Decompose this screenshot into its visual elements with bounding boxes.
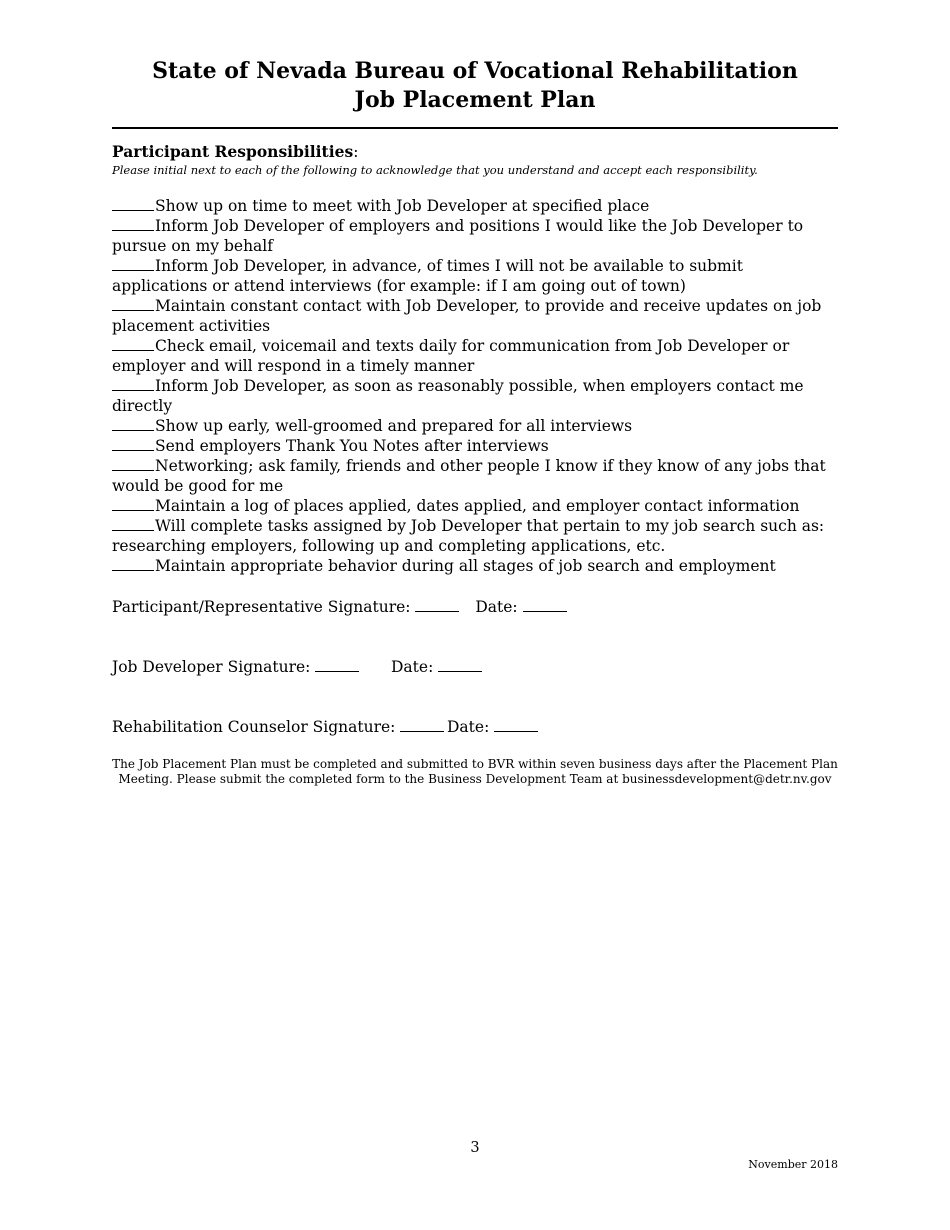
responsibility-item: [112, 456, 838, 496]
counselor-date-label: Date:: [447, 718, 490, 736]
page-number: 3: [470, 1140, 480, 1156]
initial-field[interactable]: [112, 196, 154, 211]
responsibility-text: Will complete tasks assigned by Job Developer that pertain to my job search such as: researching employers, following up and completing applications, etc.: [112, 517, 825, 555]
participant-signature-field[interactable]: [415, 597, 459, 612]
submission-note: [0, 757, 950, 787]
responsibility-text: Show up on time to meet with Job Developer at specified place: [155, 197, 650, 215]
responsibility-text: Send employers Thank You Notes after interviews: [155, 437, 549, 455]
initial-field[interactable]: [112, 556, 154, 571]
revision-date: November 2018: [748, 1158, 838, 1171]
counselor-signature-label: Rehabilitation Counselor Signature:: [112, 718, 396, 736]
responsibility-item: [112, 556, 838, 576]
responsibility-text: Maintain a log of places applied, dates applied, and employer contact information: [155, 497, 800, 515]
initial-field[interactable]: [112, 256, 154, 271]
participant-signature-label: Participant/Representative Signature:: [112, 598, 411, 616]
initial-field[interactable]: [112, 376, 154, 391]
initial-field[interactable]: [112, 456, 154, 471]
title-divider: [112, 127, 838, 129]
responsibility-text: Networking; ask family, friends and other people I know if they know of any jobs that would be good for me: [112, 457, 826, 495]
counselor-date-field[interactable]: [494, 717, 538, 732]
participant-date-field[interactable]: [523, 597, 567, 612]
counselor-date-group: [447, 717, 538, 737]
initial-field[interactable]: [112, 336, 154, 351]
responsibility-text: Check email, voicemail and texts daily for communication from Job Developer or employer and will respond in a timely manner: [112, 337, 790, 375]
responsibility-text: Inform Job Developer of employers and positions I would like the Job Developer to pursue on my behalf: [112, 217, 804, 255]
responsibility-item: [112, 296, 838, 336]
responsibility-item: [112, 436, 838, 456]
document-title: [0, 57, 950, 115]
section-heading-text: Participant Responsibilities: [112, 142, 354, 161]
responsibility-text: Inform Job Developer, in advance, of times I will not be available to submit applications or attend interviews (for example: if I am going out of town): [112, 257, 743, 295]
initial-field[interactable]: [112, 216, 154, 231]
responsibility-item: [112, 196, 838, 216]
responsibility-text: Maintain appropriate behavior during all stages of job search and employment: [155, 557, 776, 575]
developer-signature-row: [112, 657, 359, 677]
participant-signature-row: [112, 597, 567, 617]
title-line-1: State of Nevada Bureau of Vocational Rehabilitation: [152, 58, 798, 84]
initial-field[interactable]: [112, 516, 154, 531]
counselor-signature-row: [112, 717, 444, 737]
responsibility-text: Inform Job Developer, as soon as reasonably possible, when employers contact me directly: [112, 377, 804, 415]
developer-date-field[interactable]: [438, 657, 482, 672]
participant-date-label: Date:: [475, 598, 518, 616]
responsibilities-list: [112, 196, 838, 576]
responsibility-item: [112, 256, 838, 296]
initial-field[interactable]: [112, 296, 154, 311]
responsibility-item: [112, 496, 838, 516]
responsibility-item: [112, 216, 838, 256]
responsibility-text: Maintain constant contact with Job Developer, to provide and receive updates on job placement activities: [112, 297, 822, 335]
submission-note-line-1: The Job Placement Plan must be completed and submitted to BVR within seven business days after the Placement Plan: [112, 757, 838, 771]
responsibility-text: Show up early, well-groomed and prepared for all interviews: [155, 417, 633, 435]
title-line-2: Job Placement Plan: [354, 87, 596, 113]
instructions-text: Please initial next to each of the following to acknowledge that you understand and accept each responsibility.: [112, 163, 758, 177]
developer-signature-label: Job Developer Signature:: [112, 658, 311, 676]
developer-date-group: [391, 657, 482, 677]
section-heading: [112, 142, 358, 162]
developer-date-label: Date:: [391, 658, 434, 676]
initial-field[interactable]: [112, 496, 154, 511]
initial-field[interactable]: [112, 416, 154, 431]
initial-field[interactable]: [112, 436, 154, 451]
responsibility-item: [112, 416, 838, 436]
counselor-signature-field[interactable]: [400, 717, 444, 732]
submission-note-line-2: Meeting. Please submit the completed form to the Business Development Team at businessdevelopment@detr.nv.gov: [118, 772, 832, 786]
responsibility-item: [112, 336, 838, 376]
section-heading-colon: :: [353, 143, 359, 161]
developer-signature-field[interactable]: [315, 657, 359, 672]
responsibility-item: [112, 516, 838, 556]
responsibility-item: [112, 376, 838, 416]
